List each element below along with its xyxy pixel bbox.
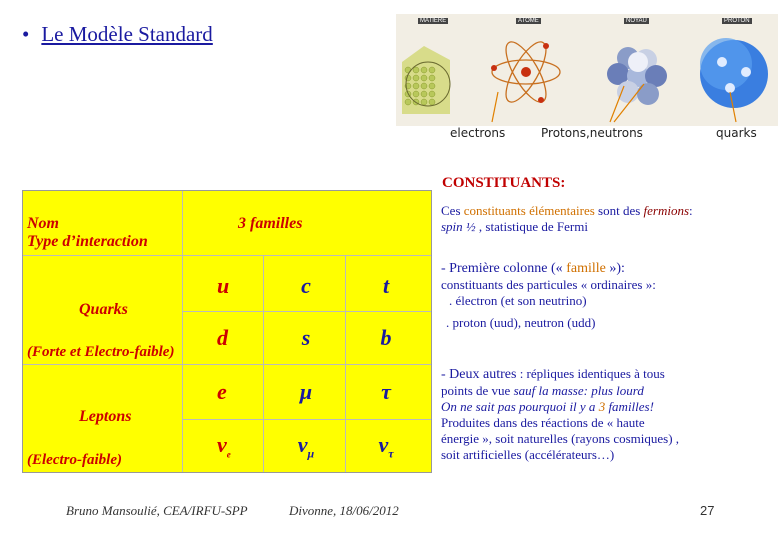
footer-place-date: Divonne, 18/06/2012 xyxy=(289,503,399,518)
neutrino-mu-sub: μ xyxy=(307,446,315,461)
other-families-paragraph xyxy=(441,366,777,463)
p2-c: »): xyxy=(605,261,625,276)
quark-s: s xyxy=(301,325,311,350)
quark-t: t xyxy=(382,273,390,298)
footer-author: Bruno Mansoulié, CEA/IRFU-SPP xyxy=(66,503,248,518)
header-name-line2: Type d’interaction xyxy=(27,233,148,250)
electron-pointer xyxy=(492,92,498,122)
p3-j: soit artificielles (accélérateurs…) xyxy=(441,447,615,462)
neutrino-tau-symbol: ν xyxy=(378,432,389,457)
nucleus-icon xyxy=(607,47,667,105)
neutrino-mu-symbol: ν xyxy=(297,432,308,457)
strip-label-matiere: MATIÈRE xyxy=(420,18,447,24)
quark-u: u xyxy=(217,273,230,298)
header-name-line1: Nom xyxy=(27,215,59,232)
proton-icon xyxy=(700,38,768,108)
p1-a: Ces xyxy=(441,203,464,218)
strip-label-proton: PROTON xyxy=(724,18,750,24)
neutrino-mu xyxy=(281,432,331,461)
quarks-interaction: (Forte et Electro-faible) xyxy=(27,344,175,360)
p1-f: spin ½ xyxy=(441,219,476,234)
quark-d: d xyxy=(217,325,228,350)
p1-g: , statistique de Fermi xyxy=(475,219,588,234)
p2-b: famille xyxy=(566,261,606,276)
page-number: 27 xyxy=(700,503,715,518)
p2-a: Première colonne (« xyxy=(449,261,567,276)
p1-c: sont des xyxy=(594,203,644,218)
neutrino-tau-sub: τ xyxy=(388,446,394,461)
first-column-paragraph xyxy=(441,260,777,331)
quarks-label: Quarks xyxy=(79,301,128,318)
lepton-e: e xyxy=(217,379,227,404)
header-families: 3 familles xyxy=(238,215,303,232)
p2-dash: - xyxy=(441,261,450,276)
particle-table xyxy=(22,190,432,473)
caption-electrons: electrons xyxy=(450,126,506,140)
p3-i: énergie », soit naturelles (rayons cosmiques) , xyxy=(441,431,680,446)
atom-icon xyxy=(491,37,560,108)
leptons-interaction: (Electro-faible) xyxy=(27,452,122,468)
quark-b: b xyxy=(380,325,392,350)
leptons-label: Leptons xyxy=(79,408,132,425)
lepton-tau: τ xyxy=(381,379,391,404)
strip-label-atome: ATOME xyxy=(518,18,539,24)
neutrino-tau xyxy=(361,432,411,461)
p3-a: Deux autres xyxy=(449,367,517,382)
strip-label-noyau: NOYAU xyxy=(626,18,647,24)
p3-d: sauf la masse: plus lourd xyxy=(513,383,644,398)
constituants-heading: CONSTITUANTS: xyxy=(442,175,566,191)
p3-e: On ne sait pas pourquoi il y a xyxy=(441,399,599,414)
matter-scale-figure xyxy=(396,14,778,126)
lepton-mu: μ xyxy=(299,379,313,404)
p3-dash: - xyxy=(441,367,450,382)
p3-f: 3 xyxy=(598,399,606,414)
title-text: Le Modèle Standard xyxy=(41,22,213,46)
p3-b: : répliques identiques à tous xyxy=(516,366,665,381)
title-bullet: • xyxy=(22,22,30,46)
p1-b: constituants élémentaires xyxy=(463,203,595,218)
p3-c: points de vue xyxy=(441,383,514,398)
header-name xyxy=(27,215,148,251)
caption-quarks: quarks xyxy=(716,126,757,140)
p1-e: : xyxy=(689,203,693,218)
p2-bullet2: . proton (uud), neutron (udd) xyxy=(446,315,596,330)
neutrino-e-symbol: ν xyxy=(217,432,227,457)
neutrino-e xyxy=(217,432,231,459)
neutrino-e-sub: e xyxy=(226,449,231,460)
p2-line2: constituants des particules « ordinaires »: xyxy=(441,277,656,292)
matter-lattice-icon xyxy=(402,46,450,114)
p1-d: fermions xyxy=(643,203,690,218)
quark-c: c xyxy=(301,273,311,298)
p3-g: familles! xyxy=(605,399,654,414)
scale-illustration xyxy=(396,14,778,126)
fermions-paragraph xyxy=(441,203,777,235)
p2-bullet1: . électron (et son neutrino) xyxy=(449,293,587,308)
caption-protons-neutrons: Protons,neutrons xyxy=(541,126,643,140)
slide-title xyxy=(22,22,213,47)
nucleon-pointer xyxy=(610,86,624,122)
p3-h: Produites dans des réactions de « haute xyxy=(441,415,645,430)
